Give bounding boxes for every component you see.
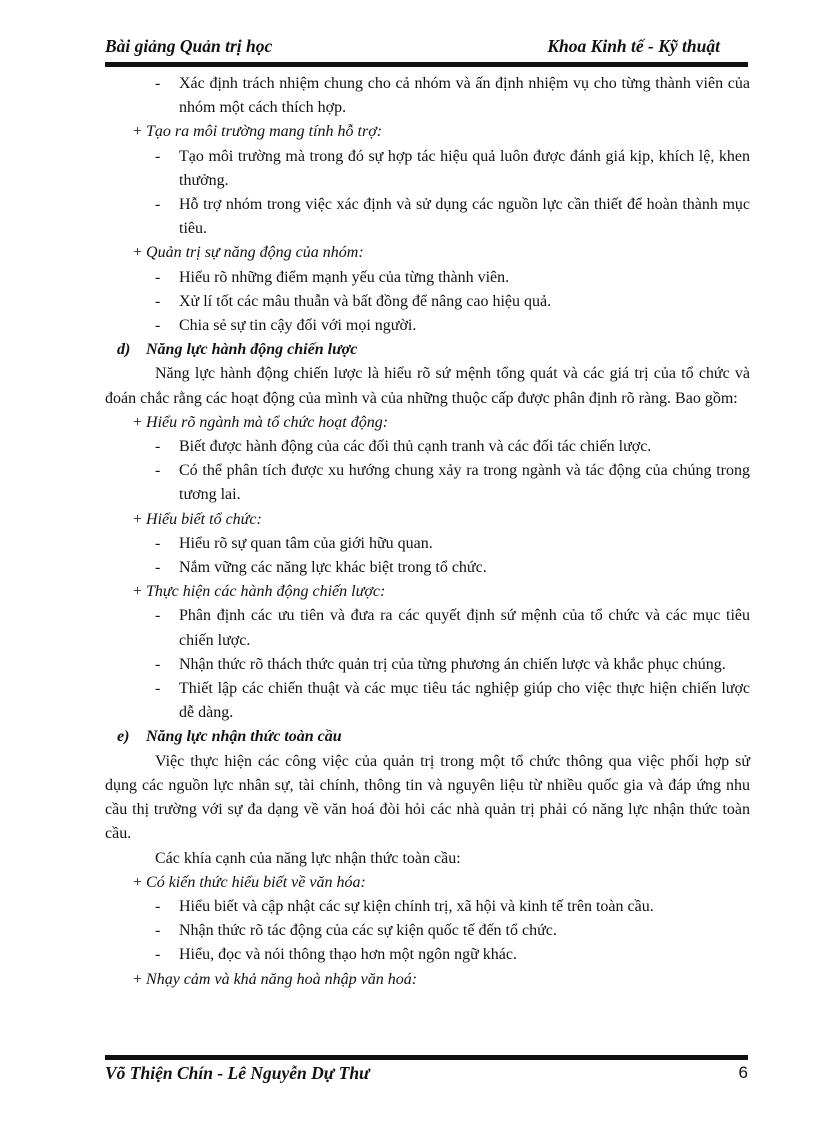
header-rule [105, 62, 748, 67]
footer-rule [105, 1055, 748, 1060]
bullet-item: - Nhận thức rõ tác động của các sự kiện quốc tế đến tổ chức. [105, 919, 750, 943]
bullet-item: - Hiểu rõ những điểm mạnh yếu của từng thành viên. [105, 266, 750, 290]
paragraph: Các khía cạnh của năng lực nhận thức toàn cầu: [155, 849, 461, 867]
subheading-text: Có kiến thức hiểu biết về văn hóa: [146, 873, 366, 891]
section-heading-d [105, 338, 750, 362]
bullet-item: - Nắm vững các năng lực khác biệt trong tổ chức. [105, 556, 750, 580]
bullet-item: - Hiểu rõ sự quan tâm của giới hữu quan. [105, 532, 750, 556]
bullet-item: - Hỗ trợ nhóm trong việc xác định và sử dụng các nguồn lực cần thiết để hoàn thành mục tiêu. [105, 193, 750, 241]
subheading-text: Quản trị sự năng động của nhóm: [146, 244, 364, 262]
bullet-item: - Hiểu, đọc và nói thông thạo hơn một ngôn ngữ khác. [105, 943, 750, 967]
footer-authors: Võ Thiện Chín - Lê Nguyễn Dự Thư [105, 1063, 370, 1083]
bullet-item: - Phân định các ưu tiên và đưa ra các quyết định sứ mệnh của tổ chức và các mục tiêu chiến lược. [105, 604, 750, 652]
plus-marker: + [133, 123, 143, 141]
subheading-text: Tạo ra môi trường mang tính hỗ trợ: [146, 123, 383, 141]
subheading [105, 241, 750, 265]
section-letter: e) [117, 728, 130, 746]
subheading [105, 871, 750, 895]
plus-marker: + [133, 970, 143, 988]
page-header [105, 36, 748, 60]
header-course-title: Bài giảng Quản trị học [105, 36, 273, 56]
paragraph: Việc thực hiện các công việc của quản trị trong một tổ chức thông qua việc phối hợp sử dụng các nguồn lực nhân sự, tài chính, thông tin và nguyên liệu từ nhiều quốc gia và đáp ứng nhu cầu thị trường với sự đa dạng về văn hoá đòi hỏi các nhà quản trị phải có năng lực nhận thức toàn cầu. [105, 752, 750, 843]
subheading [105, 580, 750, 604]
section-title: Năng lực hành động chiến lược [146, 341, 358, 359]
page-footer [105, 1063, 748, 1087]
section-title: Năng lực nhận thức toàn cầu [146, 728, 342, 746]
bullet-item: - Thiết lập các chiến thuật và các mục tiêu tác nghiệp giúp cho việc thực hiện chiến lược dễ dàng. [105, 677, 750, 725]
subheading-text: Thực hiện các hành động chiến lược: [146, 583, 386, 601]
bullet-item: - Chia sẻ sự tin cậy đối với mọi người. [105, 314, 750, 338]
bullet-item: - Xác định trách nhiệm chung cho cả nhóm và ấn định nhiệm vụ cho từng thành viên của nhóm một cách thích hợp. [105, 72, 750, 120]
page-number: 6 [738, 1063, 748, 1082]
plus-marker: + [133, 583, 143, 601]
bullet-item: - Có thể phân tích được xu hướng chung xảy ra trong ngành và tác động của chúng trong tương lai. [105, 459, 750, 507]
plus-marker: + [133, 873, 143, 891]
subheading [105, 968, 750, 992]
bullet-item: - Tạo môi trường mà trong đó sự hợp tác hiệu quả luôn được đánh giá kịp, khích lệ, khen thưởng. [105, 145, 750, 193]
subheading [105, 120, 750, 144]
subheading-text: Hiểu biết tổ chức: [146, 510, 262, 528]
subheading-text: Nhạy cảm và khả năng hoà nhập văn hoá: [146, 970, 418, 988]
header-faculty: Khoa Kinh tế - Kỹ thuật [547, 36, 720, 56]
bullet-item: - Biết được hành động của các đối thủ cạnh tranh và các đối tác chiến lược. [105, 435, 750, 459]
section-heading-e [105, 725, 750, 749]
bullet-item: - Xử lí tốt các mâu thuẫn và bất đồng để nâng cao hiệu quả. [105, 290, 750, 314]
subheading-text: Hiểu rõ ngành mà tổ chức hoạt động: [146, 413, 389, 431]
paragraph: Năng lực hành động chiến lược là hiểu rõ sứ mệnh tổng quát và các giá trị của tổ chức và đoán chắc rằng các hoạt động của mình và của những thuộc cấp được phân định rõ ràng. Bao gồm: [105, 365, 750, 407]
plus-marker: + [133, 413, 143, 431]
subheading [105, 508, 750, 532]
plus-marker: + [133, 510, 143, 528]
bullet-item: - Hiểu biết và cập nhật các sự kiện chính trị, xã hội và kinh tế trên toàn cầu. [105, 895, 750, 919]
section-letter: d) [117, 341, 131, 359]
plus-marker: + [133, 244, 143, 262]
bullet-item: - Nhận thức rõ thách thức quản trị của từng phương án chiến lược và khắc phục chúng. [105, 653, 750, 677]
subheading [105, 411, 750, 435]
page-body [105, 72, 750, 992]
